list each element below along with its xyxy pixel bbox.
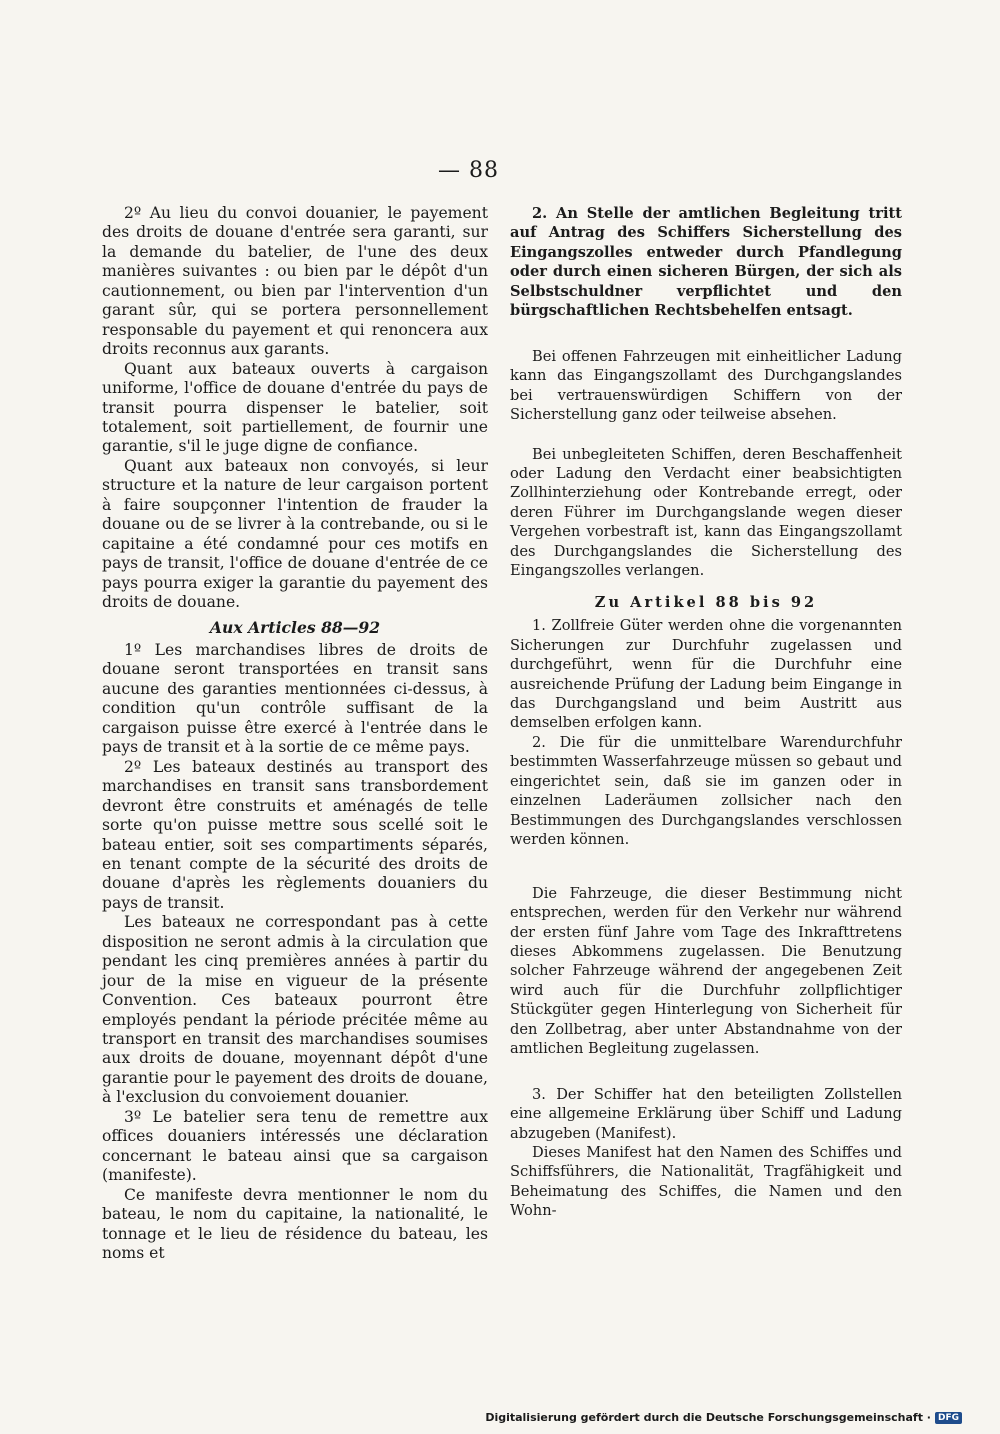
fr-section-heading: Aux Articles 88—92 — [209, 617, 381, 637]
fr-paragraph: Ce manifeste devra mentionner le nom du bateau, le nom du capitaine, la nationalité, le tonnage et le lieu de résidence du bateau, les noms et — [102, 1185, 488, 1263]
german-column — [510, 200, 902, 1221]
fr-paragraph: Quant aux bateaux non convoyés, si leur structure et la nature de leur cargaison portent à faire soupçonner l'intention de frauder la douane ou de se livrer à la contrebande, ou si le capitaine a été condamné pour ces motifs en pays de transit, l'office de douane d'entrée de ce pays pourra exiger la garantie du payement des droits de douane. — [102, 456, 488, 612]
fr-paragraph: 2º Au lieu du convoi douanier, le payement des droits de douane d'entrée sera garanti, sur la demande du batelier, de l'une des deux manières suivantes : ou bien par le dépôt d'un cautionnement, ou bien par l'intervention d'un garant sûr, qui se portera personnellement responsable du payement et qui renoncera aux droits reconnus aux garants. — [102, 204, 488, 359]
footer-credit — [485, 1411, 962, 1424]
fr-paragraph: Les bateaux ne correspondant pas à cette disposition ne seront admis à la circulation que pendant les cinq premières années à partir du jour de la mise en vigueur de la présente Convention. Ces bateaux pourront être employés pendant la période précitée même au transport en transit des marchandises soumises aux droits de douane, moyennant dépôt d'une garantie pour le payement des droits de douane, à l'exclusion du convoiement douanier. — [102, 913, 488, 1107]
de-paragraph: 2. Die für die unmittelbare Warendurchfuhr bestimmten Wasserfahrzeuge müssen so gebaut und eingerichtet sein, daß sie im ganzen oder in einzelnen Laderäumen zollsicher nach den Bestimmungen des Durchgangslandes verschlossen werden können. — [510, 733, 902, 849]
page-number: — 88 — [438, 158, 499, 183]
fr-paragraph: 1º Les marchandises libres de droits de douane seront transportées en transit sans aucune des garanties mentionnées ci-dessus, à condition qu'un contrôle suffisant de la cargaison puisse être exercé à l'entrée dans le pays de transit et à la sortie de ce même pays. — [102, 640, 488, 757]
de-paragraph: Die Fahrzeuge, die dieser Bestimmung nicht entsprechen, werden für den Verkehr nur während der ersten fünf Jahre vom Tage des Inkrafttretens dieses Abkommens zugelassen. Die Benutzung solcher Fahrzeuge während der angegebenen Zeit wird auch für die Durchfuhr zollpflichtiger Stückgüter gegen Hinterlegung von Sicherheit für den Zollbetrag, aber unter Abstandnahme von der amtlichen Begleitung zugelassen. — [510, 884, 902, 1058]
de-paragraph: Dieses Manifest hat den Namen des Schiffes und Schiffsführers, die Nationalität, Tragfähigkeit und Beheimatung des Schiffes, die Namen und den Wohn- — [510, 1144, 902, 1220]
de-paragraph: Bei offenen Fahrzeugen mit einheitlicher Ladung kann das Eingangszollamt des Durchgangslandes bei vertrauenswürdigen Schiffern von der Sicherstellung ganz oder teilweise absehen. — [510, 347, 902, 424]
dfg-logo: DFG — [935, 1412, 962, 1424]
de-paragraph: 2. An Stelle der amtlichen Begleitung tritt auf Antrag des Schiffers Sicherstellung des Eingangszolles entweder durch Pfandlegung oder durch einen sicheren Bürgen, der sich als Selbstschuldner verpflichtet und den bürgschaftlichen Rechtsbehelfen entsagt. — [510, 205, 902, 320]
fr-paragraph: 3º Le batelier sera tenu de remettre aux offices douaniers intéressés une déclaration concernant le bateau ainsi que sa cargaison (manifeste). — [102, 1107, 488, 1185]
de-paragraph: Bei unbegleiteten Schiffen, deren Beschaffenheit oder Ladung den Verdacht einer beabsichtigten Zollhinterziehung oder Kontrebande erregt, oder deren Führer im Durchgangslande wegen dieser Vergehen vorbestraft ist, kann das Eingangszollamt des Durchgangslandes die Sicherstellung des Eingangszolles verlangen. — [510, 445, 902, 580]
footer-text: Digitalisierung gefördert durch die Deutsche Forschungsgemeinschaft · — [485, 1411, 931, 1424]
de-paragraph: 3. Der Schiffer hat den beteiligten Zollstellen eine allgemeine Erklärung über Schiff und Ladung abzugeben (Manifest). — [510, 1085, 902, 1142]
de-paragraph: 1. Zollfreie Güter werden ohne die vorgenannten Sicherungen zur Durchfuhr zugelassen und durchgeführt, wenn für die Durchfuhr eine ausreichende Prüfung der Ladung beim Eingange in das Durchgangsland und beim Austritt aus demselben erfolgen kann. — [510, 617, 902, 732]
fr-paragraph: 2º Les bateaux destinés au transport des marchandises en transit sans transbordement devront être construits et aménagés de telle sorte qu'on puisse mettre sous scellé soit le bateau entier, soit ses compartiments séparés, en tenant compte de la sécurité des droits de douane d'après les règlements douaniers du pays de transit. — [102, 757, 488, 912]
french-column — [102, 200, 488, 1263]
de-section-heading: Zu Artikel 88 bis 92 — [594, 593, 818, 611]
fr-paragraph: Quant aux bateaux ouverts à cargaison uniforme, l'office de douane d'entrée du pays de transit pourra dispenser le batelier, soit totalement, soit partiellement, de fournir une garantie, s'il le juge digne de confiance. — [102, 359, 488, 456]
